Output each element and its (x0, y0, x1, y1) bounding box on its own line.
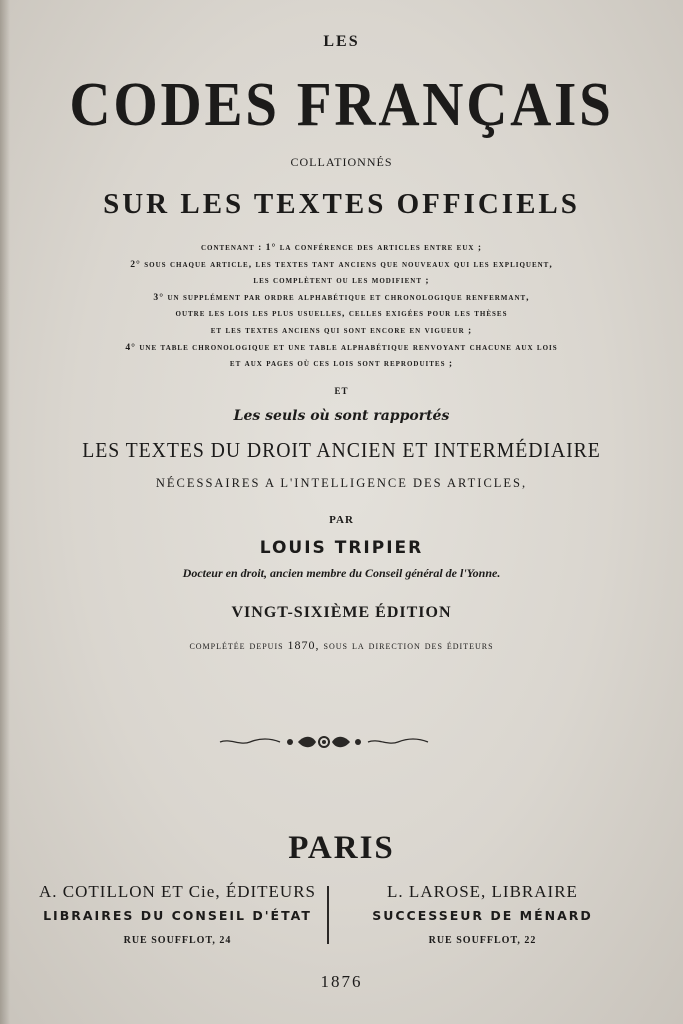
publisher-left-name: A. COTILLON ET Cie, ÉDITEURS (39, 882, 316, 901)
et-line: ET (334, 386, 349, 396)
completee-line: complétée depuis 1870, sous la direction des éditeurs (189, 638, 494, 652)
subtitle: SUR LES TEXTES OFFICIELS (103, 188, 580, 220)
contents-line: 2° sous chaque article, les textes tant anciens que nouveaux qui les expliquent, (130, 258, 553, 270)
collationnes-line: COLLATIONNÉS (290, 155, 393, 169)
edition-line: VINGT-SIXIÈME ÉDITION (231, 604, 452, 621)
author-name: LOUIS TRIPIER (259, 538, 424, 558)
author-title: Docteur en droit, ancien membre du Conseil général de l'Yonne. (182, 566, 501, 580)
title-prefix: LES (323, 33, 360, 50)
contents-line: 4° une table chronologique et une table alphabétique renvoyant chacune aux lois (125, 341, 558, 353)
book-title: CODES FRANÇAIS (69, 71, 614, 139)
contents-line: les complètent ou les modifient ; (253, 275, 430, 287)
publisher-right-address: RUE SOUFFLOT, 22 (428, 935, 537, 946)
droit-line: LES TEXTES DU DROIT ANCIEN ET INTERMÉDIAIRE (82, 438, 601, 462)
page-edge-shadow (0, 0, 10, 1024)
publisher-right-sub: SUCCESSEUR DE MÉNARD (372, 908, 593, 923)
contents-line: 3° un supplément par ordre alphabétique et chronologique renfermant, (153, 291, 530, 303)
fleuron-ornament-icon (218, 734, 430, 750)
contents-line: et aux pages où ces lois sont reproduites ; (229, 358, 454, 370)
par-line: PAR (329, 514, 354, 526)
publisher-divider (327, 886, 329, 944)
seuls-line: Les seuls où sont rapportés (233, 408, 450, 424)
necessaires-line: NÉCESSAIRES A L'INTELLIGENCE DES ARTICLES, (155, 476, 528, 490)
contents-block (0, 240, 683, 373)
publisher-left-sub: LIBRAIRES DU CONSEIL D'ÉTAT (43, 908, 312, 923)
publisher-left-address: RUE SOUFFLOT, 24 (123, 935, 232, 946)
publication-year: 1876 (320, 972, 363, 991)
city: PARIS (288, 830, 395, 866)
publisher-right-name: L. LAROSE, LIBRAIRE (387, 882, 578, 901)
contents-line: et les textes anciens qui sont encore en vigueur ; (210, 324, 473, 336)
contents-line: outre les lois les plus usuelles, celles exigées pour les thèses (175, 308, 508, 320)
contents-line: contenant : 1° la conférence des articles entre eux ; (200, 242, 483, 253)
